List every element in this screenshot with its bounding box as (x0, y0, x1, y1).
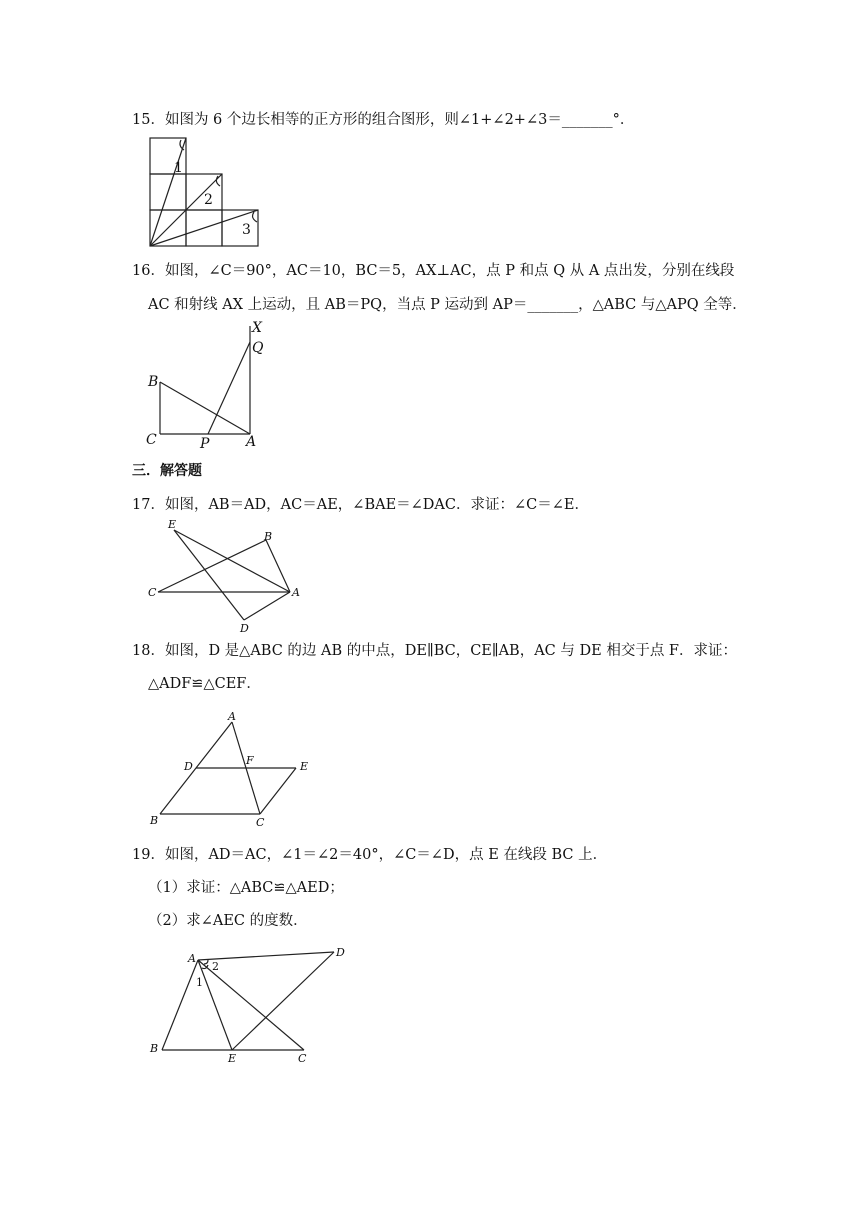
q17-label-E: E (168, 518, 177, 531)
q17-figure (142, 518, 312, 636)
q15-text: 15．如图为 6 个边长相等的正方形的组合图形，则∠1+∠2+∠3＝_______°． (132, 112, 635, 128)
q16-label-Q: Q (252, 340, 264, 356)
q15-label-3: 3 (242, 222, 251, 238)
q16-label-X: X (252, 320, 262, 336)
q15-label-1: 1 (174, 160, 183, 176)
q17-label-A: A (292, 586, 300, 599)
q19-sub1: （1）求证：△ABC≌△AED； (148, 880, 344, 896)
q19-figure (146, 944, 356, 1066)
q18-line2: △ADF≌△CEF． (148, 676, 261, 692)
q19-label-E: E (228, 1052, 237, 1065)
section-title: 三．解答题 (132, 463, 202, 479)
q19-sub2: （2）求∠AEC 的度数． (148, 913, 308, 929)
q19-label-A: A (188, 952, 196, 965)
q19-label-B: B (150, 1042, 159, 1055)
q16-figure (140, 320, 280, 450)
q18-label-C: C (256, 816, 265, 829)
q19-label-C: C (298, 1052, 307, 1065)
q17-label-D: D (240, 622, 249, 635)
q16-label-C: C (146, 432, 157, 448)
q17-label-B: B (264, 530, 273, 543)
q18-line1: 18．如图，D 是△ABC 的边 AB 的中点，DE∥BC，CE∥AB，AC 与 DE 相交于点 F．求证： (132, 643, 737, 659)
q15-label-2: 2 (204, 192, 213, 208)
q18-label-B: B (150, 814, 159, 827)
q19-text: 19．如图，AD＝AC，∠1＝∠2＝40°，∠C＝∠D，点 E 在线段 BC 上． (132, 847, 608, 863)
q18-label-E: E (300, 760, 309, 773)
q19-label-2: 2 (212, 960, 219, 973)
q18-figure (146, 708, 326, 832)
q18-label-F: F (246, 754, 254, 767)
q16-label-P: P (200, 436, 210, 452)
q17-label-C: C (148, 586, 157, 599)
q16-line2: AC 和射线 AX 上运动，且 AB＝PQ，当点 P 运动到 AP＝_______，△ABC 与△APQ 全等． (148, 297, 747, 313)
q19-label-1: 1 (196, 976, 203, 989)
q17-text: 17．如图，AB＝AD，AC＝AE，∠BAE＝∠DAC．求证：∠C＝∠E． (132, 497, 589, 513)
q16-label-B: B (148, 374, 159, 390)
q18-label-A: A (228, 710, 236, 723)
q15-figure (140, 136, 265, 251)
q18-label-D: D (184, 760, 193, 773)
q16-label-A: A (246, 434, 257, 450)
q19-label-D: D (336, 946, 345, 959)
q16-line1: 16．如图，∠C＝90°，AC＝10，BC＝5，AX⊥AC，点 P 和点 Q 从 A 点出发，分别在线段 (132, 263, 735, 279)
